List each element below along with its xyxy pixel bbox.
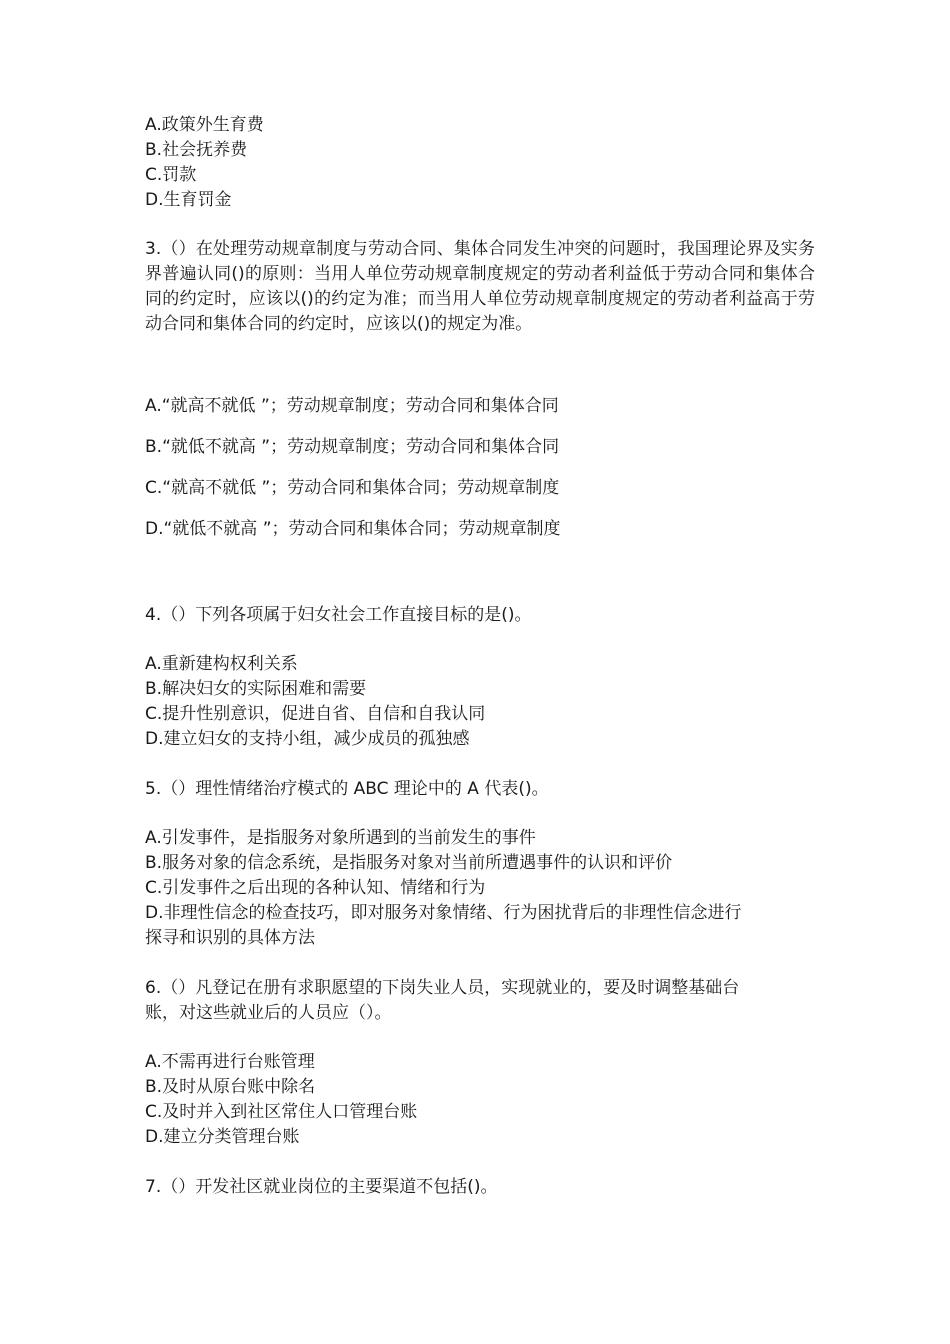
q4-stem: 4.（）下列各项属于妇女社会工作直接目标的是()。 [145, 605, 532, 625]
q4-option-b: B.解决妇女的实际困难和需要 [145, 679, 367, 699]
q6-stem-line2: 账，对这些就业后的人员应（）。 [145, 1003, 392, 1023]
q3-option-a: A.“就高不就低 ”；劳动规章制度；劳动合同和集体合同 [145, 396, 559, 416]
q3-option-c: C.“就高不就低 ”；劳动合同和集体合同；劳动规章制度 [145, 478, 560, 498]
q7-stem: 7.（）开发社区就业岗位的主要渠道不包括()。 [145, 1177, 498, 1197]
q3-option-b: B.“就低不就高 ”；劳动规章制度；劳动合同和集体合同 [145, 437, 560, 457]
q2-option-a: A.政策外生育费 [145, 115, 264, 135]
q2-option-c: C.罚款 [145, 165, 197, 185]
q4-option-a: A.重新建构权利关系 [145, 654, 298, 674]
q5-stem: 5.（）理性情绪治疗模式的 ABC 理论中的 A 代表()。 [145, 779, 549, 799]
q3-stem: 3.（）在处理劳动规章制度与劳动合同、集体合同发生冲突的问题时，我国理论界及实务界普遍认同()的原则：当用人单位劳动规章制度规定的劳动者利益低于劳动合同和集体合同的约定时，应该以()的约定为准；而当用人单位劳动规章制度规定的劳动者利益高于劳动合同和集体合同的约定时，应该以()的规定为准。 [145, 239, 815, 334]
q5-option-b: B.服务对象的信念系统，是指服务对象对当前所遭遇事件的认识和评价 [145, 853, 673, 873]
q6-option-b: B.及时从原台账中除名 [145, 1077, 316, 1097]
q6-option-a: A.不需再进行台账管理 [145, 1052, 315, 1072]
q4-option-c: C.提升性别意识，促进自省、自信和自我认同 [145, 704, 486, 724]
q5-option-c: C.引发事件之后出现的各种认知、情绪和行为 [145, 878, 486, 898]
q6-stem-line1: 6.（）凡登记在册有求职愿望的下岗失业人员，实现就业的，要及时调整基础台 [145, 978, 740, 998]
q5-option-d-line1: D.非理性信念的检查技巧，即对服务对象情绪、行为困扰背后的非理性信念进行 [145, 903, 742, 923]
q2-option-d: D.生育罚金 [145, 190, 232, 210]
q5-option-a: A.引发事件，是指服务对象所遇到的当前发生的事件 [145, 828, 536, 848]
q6-option-d: D.建立分类管理台账 [145, 1127, 300, 1147]
q6-option-c: C.及时并入到社区常住人口管理台账 [145, 1102, 418, 1122]
q4-option-d: D.建立妇女的支持小组，减少成员的孤独感 [145, 729, 470, 749]
q5-option-d-line2: 探寻和识别的具体方法 [145, 928, 315, 948]
q3-option-d: D.“就低不就高 ”；劳动合同和集体合同；劳动规章制度 [145, 519, 561, 539]
q2-option-b: B.社会抚养费 [145, 140, 248, 160]
